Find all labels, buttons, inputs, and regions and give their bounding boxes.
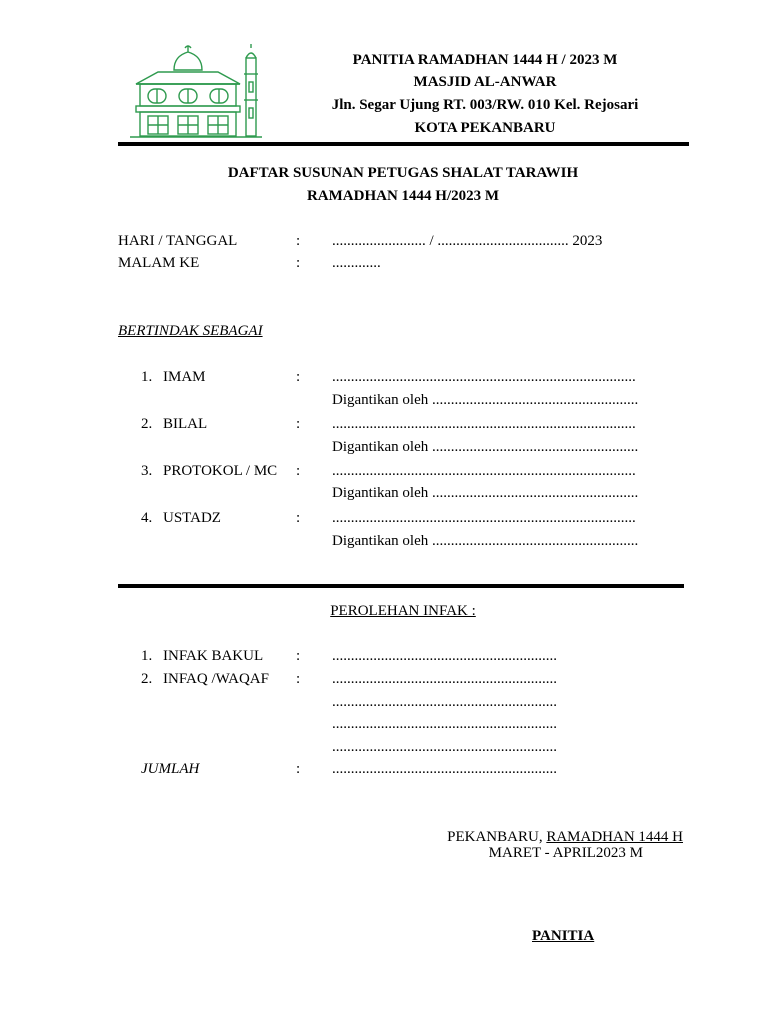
gregorian-date: MARET - APRIL2023 M [488, 845, 643, 861]
info-value-night: ............. [332, 255, 381, 271]
role-substitute-imam: Digantikan oleh ....................................................... [332, 392, 639, 408]
org-name: PANITIA RAMADHAN 1444 H / 2023 M [352, 52, 618, 68]
role-number: 3. [141, 463, 153, 479]
role-colon: : [296, 463, 301, 479]
infak-label-bakul: INFAK BAKUL [163, 648, 264, 664]
roles-heading: BERTINDAK SEBAGAI [118, 323, 263, 339]
role-colon: : [296, 416, 301, 432]
role-number: 1. [141, 369, 153, 385]
role-value-ustadz: ................................................................................. [332, 510, 636, 526]
infak-number: 2. [141, 671, 153, 687]
city-name: KOTA PEKANBARU [414, 120, 556, 136]
info-label-date: HARI / TANGGAL [118, 233, 238, 249]
role-value-bilal: ................................................................................. [332, 416, 636, 432]
info-value-date: ......................... / ................................... 2023 [332, 233, 603, 249]
infak-value-bakul: ............................................................ [332, 648, 557, 664]
document-subtitle: RAMADHAN 1444 H/2023 M [306, 188, 500, 204]
place-name: PEKANBARU, [447, 829, 547, 845]
section-divider [118, 584, 684, 588]
info-colon: : [296, 233, 301, 249]
signer-title: PANITIA [532, 928, 595, 944]
role-value-protokol: ................................................................................. [332, 463, 636, 479]
infak-number: 1. [141, 648, 153, 664]
mosque-address: Jln. Segar Ujung RT. 003/RW. 010 Kel. Rejosari [331, 97, 639, 113]
role-label-imam: IMAM [163, 369, 206, 385]
role-substitute-ustadz: Digantikan oleh ....................................................... [332, 533, 639, 549]
infak-heading: PEROLEHAN INFAK : [330, 603, 476, 619]
infak-colon: : [296, 671, 301, 687]
role-label-ustadz: USTADZ [163, 510, 221, 526]
infak-label-waqaf: INFAQ /WAQAF [163, 671, 269, 687]
role-colon: : [296, 510, 301, 526]
place-date-line [447, 829, 683, 846]
role-label-protokol: PROTOKOL / MC [163, 463, 278, 479]
role-number: 2. [141, 416, 153, 432]
header-divider [118, 142, 689, 146]
total-value: ............................................................ [332, 761, 557, 777]
role-number: 4. [141, 510, 153, 526]
info-label-night: MALAM KE [118, 255, 200, 271]
role-substitute-bilal: Digantikan oleh ....................................................... [332, 439, 639, 455]
role-colon: : [296, 369, 301, 385]
mosque-logo-icon [128, 44, 264, 140]
role-value-imam: ................................................................................. [332, 369, 636, 385]
infak-value-waqaf: ............................................................ [332, 671, 557, 687]
document-title: DAFTAR SUSUNAN PETUGAS SHALAT TARAWIH [227, 165, 579, 181]
info-colon: : [296, 255, 301, 271]
total-label: JUMLAH [141, 761, 200, 777]
role-substitute-protokol: Digantikan oleh ....................................................... [332, 485, 639, 501]
total-colon: : [296, 761, 301, 777]
infak-extra-line: ............................................................ [332, 694, 557, 710]
infak-extra-line: ............................................................ [332, 739, 557, 755]
mosque-name: MASJID AL-ANWAR [413, 74, 557, 90]
hijri-date: RAMADHAN 1444 H [546, 829, 683, 845]
infak-colon: : [296, 648, 301, 664]
role-label-bilal: BILAL [163, 416, 208, 432]
infak-extra-line: ............................................................ [332, 716, 557, 732]
